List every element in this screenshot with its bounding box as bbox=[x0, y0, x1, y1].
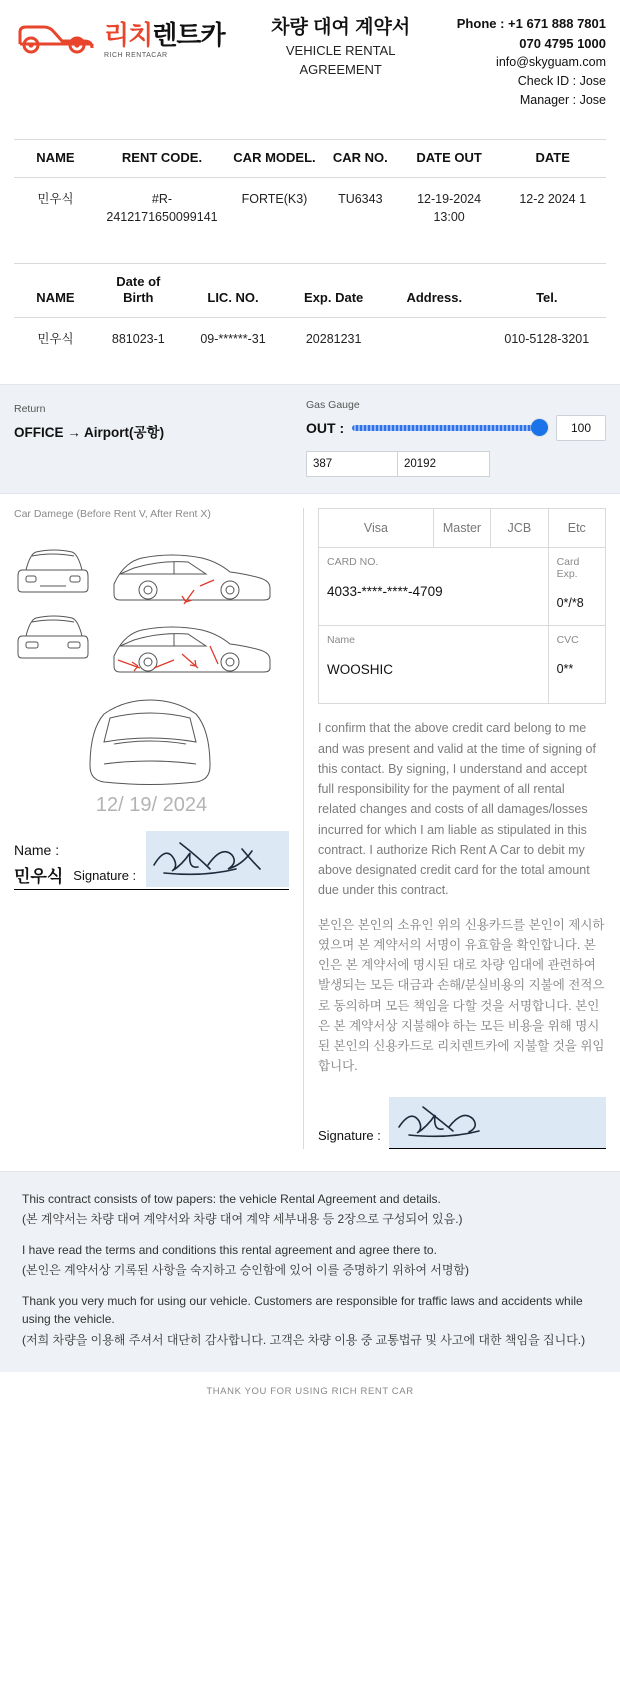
card-name-cell[interactable] bbox=[319, 626, 549, 704]
card-number-cell[interactable] bbox=[319, 548, 549, 626]
thank-you-message: THANK YOU FOR USING RICH RENT CAR bbox=[206, 1385, 414, 1397]
col-tel: Tel. bbox=[488, 264, 606, 318]
odometer-row bbox=[306, 451, 606, 477]
consent-text-korean: 본인은 본인의 소유인 위의 신용카드를 본인이 제시하였으며 본 계약서의 서명이 유효함을 확인합니다. 본인은 본 계약서에 명시된 대로 차량 임대에 관련하여 발생되는 모든 대금과 손해/분실비용의 지불에 전적으로 동의하며 모든 책임을 다할 것을 서명합니다. 본인은 본 계약서상 지불해야 하는 모든 비용을 위해 명시된 본인의 신용카드로 리치렌트카에 지불할 것을 위임합니다. bbox=[318, 917, 605, 1074]
damage-column bbox=[14, 508, 289, 1148]
table-header-row bbox=[14, 264, 606, 318]
col-driver-name: NAME bbox=[14, 264, 97, 318]
footer-terms bbox=[0, 1171, 620, 1372]
cell-car-no: TU6343 bbox=[338, 191, 383, 206]
main-content-columns bbox=[0, 494, 620, 1148]
credit-card-table bbox=[318, 508, 606, 704]
cell-rent-code: #R-2412171650099141 bbox=[106, 191, 218, 225]
phone-primary: Phone : +1 671 888 7801 bbox=[456, 16, 606, 31]
customer-signature-row bbox=[14, 831, 289, 890]
card-exp-cell[interactable] bbox=[548, 548, 605, 626]
gas-out-label: OUT : bbox=[306, 420, 345, 437]
return-value: OFFICE → Airport(공항) bbox=[14, 425, 165, 441]
footer-line2-en: I have read the terms and conditions this rental agreement and agree there to. bbox=[22, 1242, 437, 1257]
card-name-label: Name bbox=[327, 634, 356, 647]
document-title bbox=[225, 14, 457, 79]
gas-gauge-block bbox=[306, 399, 606, 477]
card-signature-ink bbox=[389, 1097, 519, 1147]
rental-info-section bbox=[0, 139, 620, 239]
card-cvc-label: CVC bbox=[556, 634, 579, 647]
slider-knob[interactable] bbox=[531, 419, 548, 436]
col-rent-code: RENT CODE. bbox=[97, 140, 227, 177]
odometer-out-field[interactable]: 387 bbox=[306, 451, 398, 477]
customer-name-label: Name : bbox=[14, 842, 60, 859]
customer-name-value: 민우식 bbox=[14, 867, 64, 887]
card-name-value: WOOSHIC bbox=[327, 662, 393, 678]
card-name-row bbox=[319, 626, 606, 704]
title-korean: 차량 대여 계약서 bbox=[271, 17, 411, 38]
card-number-label: CARD NO. bbox=[327, 556, 379, 569]
gas-level-value[interactable]: 100 bbox=[556, 415, 606, 441]
col-address: Address. bbox=[381, 264, 488, 318]
cell-tel: 010-5128-3201 bbox=[504, 331, 590, 346]
email-address: info@skyguam.com bbox=[496, 55, 606, 69]
col-date-in: DATE bbox=[499, 140, 606, 177]
title-english-line1: VEHICLE RENTAL bbox=[285, 42, 396, 58]
check-id: Check ID : Jose bbox=[517, 73, 606, 88]
damage-date: 12/ 19/ 2024 bbox=[95, 794, 208, 817]
card-exp-label: Card Exp. bbox=[556, 556, 580, 581]
damage-diagram-title: Car Damege (Before Rent V, After Rent X) bbox=[14, 508, 211, 521]
manager-name: Manager : Jose bbox=[519, 92, 606, 107]
col-license-no: LIC. NO. bbox=[180, 264, 287, 318]
return-label: Return bbox=[14, 403, 46, 416]
car-logo-icon bbox=[14, 14, 100, 60]
logo-text: 리치렌트카 bbox=[104, 20, 225, 50]
card-brand-jcb[interactable]: JCB bbox=[491, 509, 548, 548]
phone-secondary: 070 4795 1000 bbox=[519, 35, 606, 51]
col-date-out: DATE OUT bbox=[399, 140, 500, 177]
col-exp-date: Exp. Date bbox=[286, 264, 381, 318]
card-exp-value: 0*/*8 bbox=[556, 596, 584, 611]
card-brand-visa[interactable]: Visa bbox=[319, 509, 434, 548]
cell-car-model: FORTE(K3) bbox=[241, 191, 308, 206]
slider-track bbox=[352, 425, 548, 431]
card-signature-label: Signature : bbox=[318, 1127, 381, 1143]
table-row bbox=[14, 177, 606, 239]
rental-info-table bbox=[14, 139, 606, 239]
gas-gauge-row bbox=[306, 415, 606, 441]
col-name: NAME bbox=[14, 140, 97, 177]
signature-pad[interactable] bbox=[146, 831, 289, 887]
card-number-row bbox=[319, 548, 606, 626]
card-brand-master[interactable]: Master bbox=[433, 509, 490, 548]
col-car-model: CAR MODEL. bbox=[227, 140, 322, 177]
cell-address bbox=[381, 317, 488, 360]
driver-info-section bbox=[0, 263, 620, 360]
credit-card-column bbox=[303, 508, 606, 1148]
card-cvc-value: 0** bbox=[556, 662, 574, 677]
card-number-value: 4033-****-****-4709 bbox=[327, 584, 443, 600]
col-birth-date: Date of Birth bbox=[97, 264, 180, 318]
card-cvc-cell[interactable] bbox=[548, 626, 605, 704]
consent-text-english: I confirm that the above credit card belong to me and was present and valid at the time of signing of this contact. By signing, I understand and accept full responsibility for the payment of all rental related changes and costs of all damages/losses incurred for which I am liable as stipulated in this contract. I authorize Rich Rent A Car to debit my above designated credit card for the total amount due under this contract. bbox=[318, 721, 596, 898]
card-brand-row bbox=[319, 509, 606, 548]
footer-line3-en: Thank you very much for using our vehicle. Customers are responsible for traffic laws and accidents while using the vehicle. bbox=[22, 1293, 583, 1327]
return-location-block bbox=[14, 399, 290, 441]
odometer-in-field[interactable]: 20192 bbox=[398, 451, 490, 477]
card-brand-etc[interactable]: Etc bbox=[548, 509, 605, 548]
cell-driver-name: 민우식 bbox=[37, 331, 74, 346]
title-english-line2: AGREEMENT bbox=[299, 62, 382, 78]
table-header-row bbox=[14, 140, 606, 177]
cell-date-in: 12-2 2024 1 bbox=[519, 191, 587, 206]
footer-line2-kr: (본인은 계약서상 기록된 사항을 숙지하고 승인함에 있어 이를 증명하기 위하여 서명함) bbox=[22, 1263, 470, 1278]
col-car-no: CAR NO. bbox=[322, 140, 399, 177]
footer-line1-en: This contract consists of tow papers: the vehicle Rental Agreement and details. bbox=[22, 1191, 441, 1206]
card-signature-pad[interactable] bbox=[389, 1097, 606, 1149]
document-header bbox=[0, 0, 620, 115]
cell-date-out: 12-19-2024 13:00 bbox=[417, 191, 482, 225]
footer-line1-kr: (본 계약서는 차량 대여 계약서와 차량 대여 계약 세부내용 등 2장으로 구성되어 있음.) bbox=[22, 1212, 463, 1227]
gas-gauge-label: Gas Gauge bbox=[306, 399, 360, 412]
contact-info bbox=[457, 14, 606, 109]
car-damage-diagram[interactable] bbox=[14, 528, 279, 788]
return-and-gas-section bbox=[0, 384, 620, 494]
table-row bbox=[14, 317, 606, 360]
signature-ink bbox=[146, 831, 286, 887]
cell-name: 민우식 bbox=[37, 191, 74, 206]
footer-line3-kr: (저희 차량을 이용해 주셔서 대단히 감사합니다. 고객은 차량 이용 중 교통법규 및 사고에 대한 책임을 집니다.) bbox=[22, 1333, 586, 1348]
signature-label: Signature : bbox=[73, 868, 137, 884]
gas-level-slider[interactable] bbox=[352, 418, 548, 438]
cell-license-no: 09-******-31 bbox=[200, 331, 266, 346]
logo-subtext: RICH RENTACAR bbox=[104, 52, 168, 59]
driver-info-table bbox=[14, 263, 606, 360]
cell-exp-date: 20281231 bbox=[305, 331, 362, 346]
brand-logo bbox=[14, 14, 225, 60]
card-signature-row bbox=[318, 1097, 606, 1149]
cell-birth-date: 881023-1 bbox=[111, 331, 165, 346]
